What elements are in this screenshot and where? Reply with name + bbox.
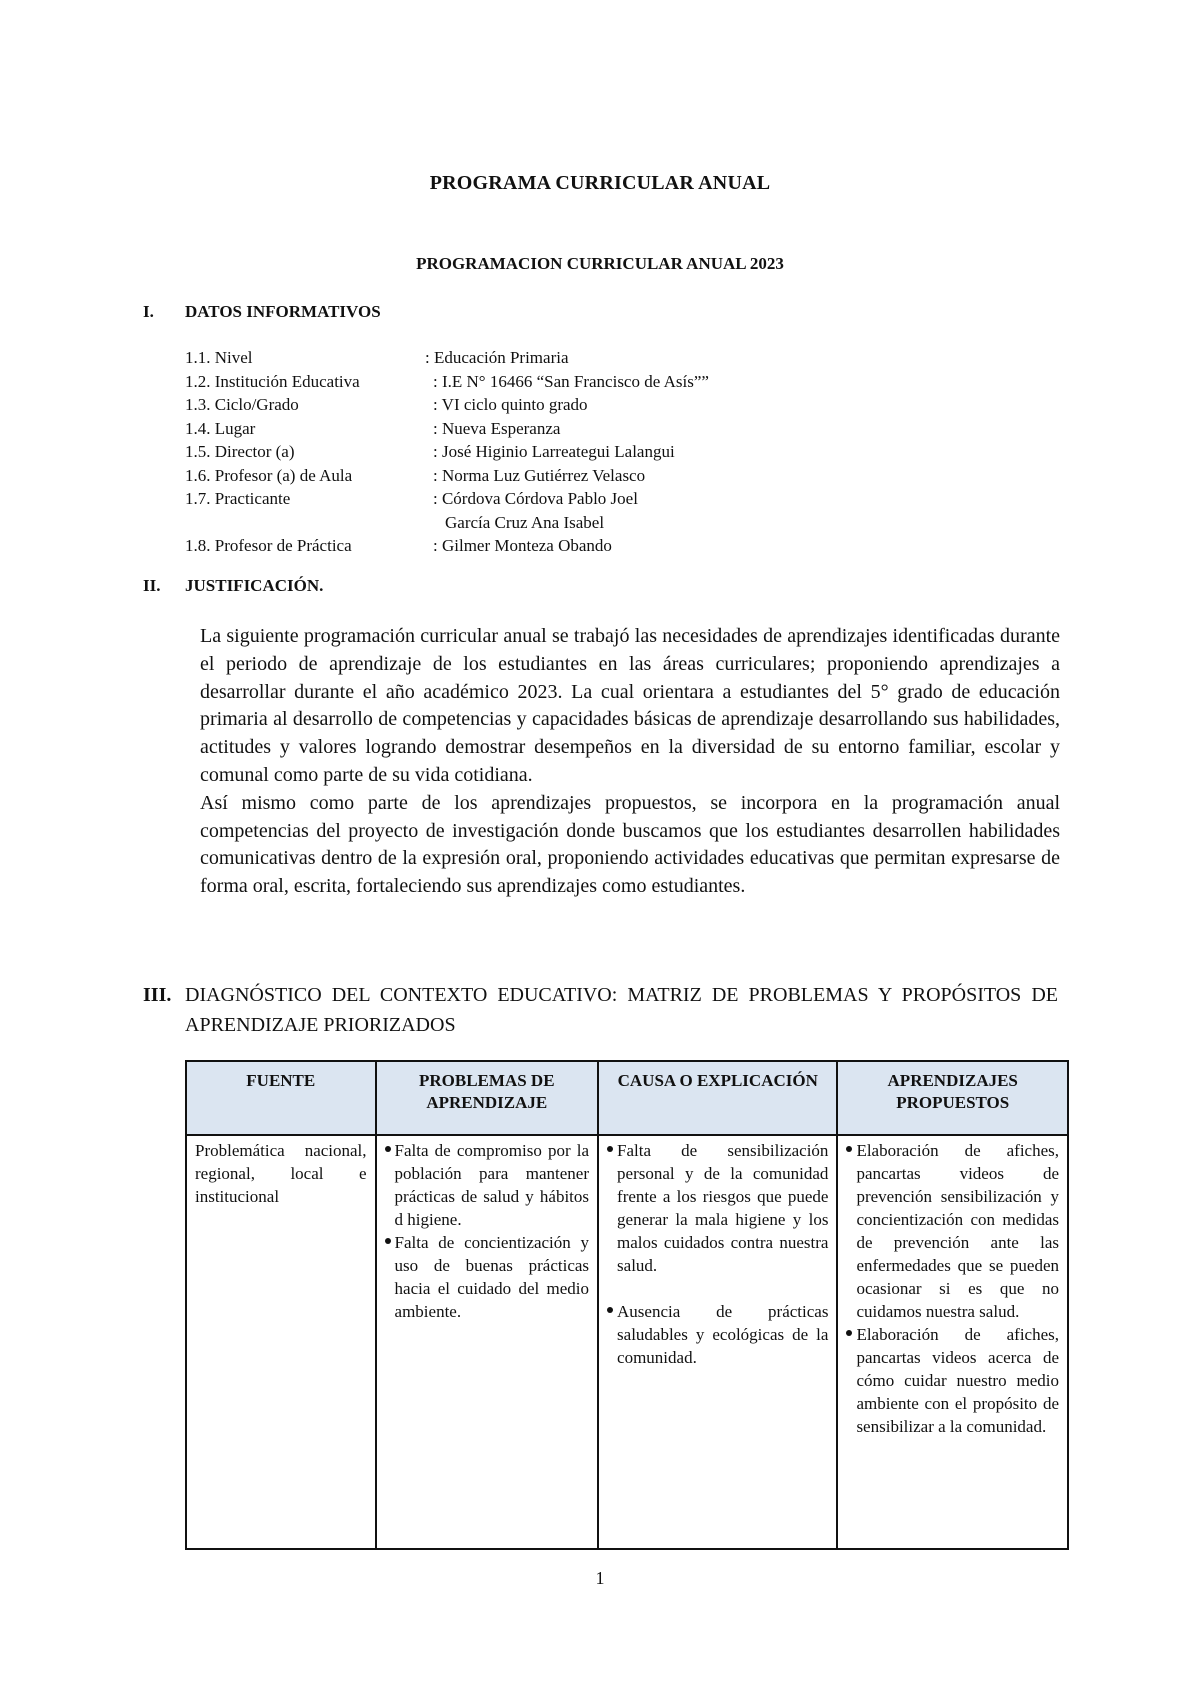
info-key	[185, 511, 425, 535]
section-title: JUSTIFICACIÓN.	[185, 576, 324, 595]
justification-paragraph: La siguiente programación curricular anual se trabajó las necesidades de aprendizajes identificadas durante el periodo de aprendizaje de los estudiantes en las áreas curriculares; proponiendo aprendizajes a desarrollar durante el año académico 2023. La cual orientara a estudiantes del 5° grado de educación primaria al desarrollo de competencias y capacidades básicas de aprendizaje desarrollando sus habilidades, actitudes y valores logrando demostrar desempeños en la diversidad de su entorno familiar, escolar y comunal como parte de su vida cotidiana.	[200, 625, 1060, 786]
column-header-fuente: FUENTE	[186, 1061, 376, 1135]
section-heading-justificacion	[143, 576, 323, 596]
column-header-problemas: PROBLEMAS DE APRENDIZAJE	[376, 1061, 599, 1135]
list-item: Elaboración de afiches, pancartas videos de prevención sensibilización y concientización con medidas de prevención ante las enfermedades que se pueden ocasionar si es que no cuidamos nuestra salud.	[846, 1139, 1059, 1323]
section-title: DATOS INFORMATIVOS	[185, 302, 381, 321]
info-key: 1.2. Institución Educativa	[185, 371, 360, 391]
list-item: Ausencia de prácticas saludables y ecológicas de la comunidad.	[607, 1300, 828, 1369]
info-value: : VI ciclo quinto grado	[433, 395, 588, 414]
info-key: 1.6. Profesor (a) de Aula	[185, 465, 353, 485]
info-key: 1.5. Director (a)	[185, 442, 295, 461]
datos-informativos-list	[185, 346, 709, 558]
info-value: : José Higinio Larreategui Lalangui	[433, 442, 675, 461]
problems-matrix-table	[185, 1060, 1069, 1550]
info-key: 1.3. Ciclo/Grado	[185, 395, 299, 414]
list-item: Falta de concientización y uso de buenas prácticas hacia el cuidado del medio ambiente.	[385, 1231, 590, 1323]
document-title: PROGRAMA CURRICULAR ANUAL	[429, 172, 771, 194]
document-subtitle: PROGRAMACION CURRICULAR ANUAL 2023	[416, 254, 784, 273]
info-value: García Cruz Ana Isabel	[445, 512, 605, 532]
section-number: I.	[143, 302, 154, 321]
justification-body	[200, 623, 1060, 901]
table-row	[186, 1135, 1068, 1549]
info-row	[185, 393, 709, 417]
section-title: DIAGNÓSTICO DEL CONTEXTO EDUCATIVO: MATRIZ DE PROBLEMAS Y PROPÓSITOS DE APRENDIZAJE PRIORIZADOS	[185, 984, 1058, 1036]
list-item: Falta de compromiso por la población para mantener prácticas de salud y hábitos d higiene.	[385, 1139, 590, 1231]
cell-aprendizajes	[837, 1135, 1068, 1549]
info-value: : Norma Luz Gutiérrez Velasco	[433, 465, 646, 485]
column-header-aprendizajes: APRENDIZAJES PROPUESTOS	[837, 1061, 1068, 1135]
info-value: : Gilmer Monteza Obando	[433, 536, 612, 555]
section-number: III.	[143, 984, 172, 1006]
info-row	[185, 511, 709, 535]
info-value: : Nueva Esperanza	[433, 418, 561, 438]
info-key: 1.7. Practicante	[185, 489, 291, 508]
info-value: : Educación Primaria	[425, 348, 569, 367]
info-row	[185, 440, 709, 464]
info-key: 1.4. Lugar	[185, 418, 256, 438]
section-heading-datos	[143, 302, 381, 322]
page-number: 1	[595, 1568, 605, 1588]
table-header-row	[186, 1061, 1068, 1135]
justification-paragraph: Así mismo como parte de los aprendizajes propuestos, se incorpora en la programación anual competencias del proyecto de investigación donde buscamos que los estudiantes desarrollen habilidades comunicativas dentro de la expresión oral, proponiendo actividades educativas que permitan expresarse de forma oral, escrita, fortaleciendo sus aprendizajes como estudiantes.	[200, 791, 1060, 898]
list-item: Falta de sensibilización personal y de la comunidad frente a los riesgos que puede generar la mala higiene y los malos cuidados contra nuestra salud.	[607, 1139, 828, 1277]
info-row	[185, 487, 709, 511]
info-value: : Córdova Córdova Pablo Joel	[433, 489, 638, 508]
info-row	[185, 370, 709, 394]
info-value: : I.E N° 16466 “San Francisco de Asís””	[433, 371, 709, 391]
section-number: II.	[143, 576, 161, 595]
info-row	[185, 417, 709, 441]
info-row	[185, 464, 709, 488]
info-row	[185, 346, 709, 370]
cell-problemas	[376, 1135, 599, 1549]
cell-causas	[598, 1135, 837, 1549]
cell-fuente: Problemática nacional, regional, local e institucional	[186, 1135, 376, 1549]
list-item: Elaboración de afiches, pancartas videos acerca de cómo cuidar nuestro medio ambiente con el propósito de sensibilizar a la comunidad.	[846, 1323, 1059, 1438]
info-row	[185, 534, 709, 558]
info-key: 1.1. Nivel	[185, 348, 253, 367]
info-key: 1.8. Profesor de Práctica	[185, 536, 352, 555]
column-header-causa: CAUSA O EXPLICACIÓN	[598, 1061, 837, 1135]
